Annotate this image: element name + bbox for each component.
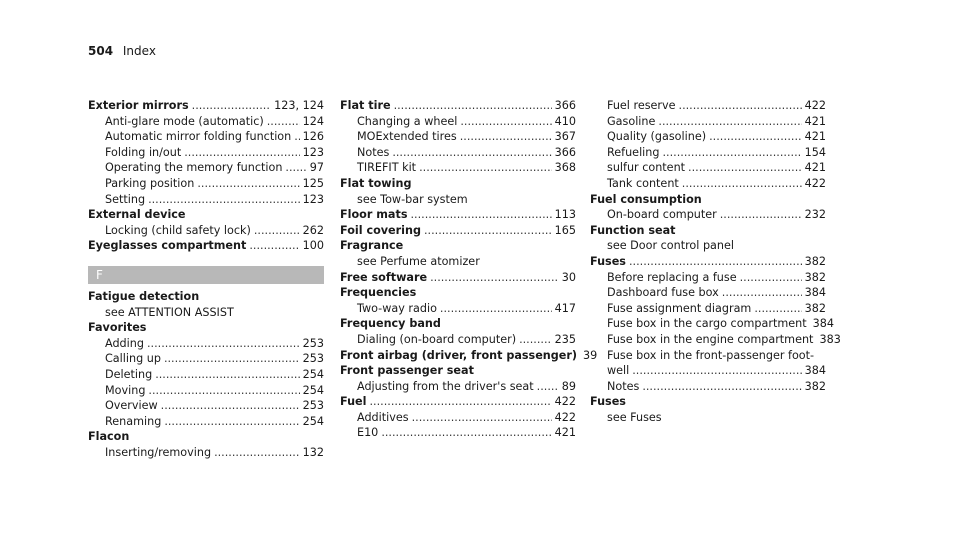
entry-label: E10 — [357, 426, 379, 440]
page-reference: 422 — [554, 395, 576, 409]
page-reference: 384 — [804, 364, 826, 378]
index-entry — [340, 98, 576, 114]
index-subentry — [88, 383, 324, 399]
page-reference: 382 — [804, 301, 826, 315]
entry-label: TIREFIT kit — [357, 161, 417, 175]
entry-label: Adding — [105, 336, 144, 350]
index-entry — [340, 270, 576, 286]
leader-dots — [722, 285, 802, 301]
index-heading: Frequencies — [340, 286, 417, 300]
entry-label: Dialing (on-board computer) — [357, 332, 517, 346]
entry-label: Calling up — [105, 352, 161, 366]
page-reference: 132 — [302, 445, 324, 459]
leader-dots — [214, 445, 300, 461]
leader-dots — [430, 270, 559, 286]
page-reference: 421 — [804, 114, 826, 128]
index-subentry — [88, 367, 324, 383]
page-reference: 366 — [554, 145, 576, 159]
index-entry — [340, 223, 576, 239]
entry-label: Folding in/out — [105, 145, 182, 159]
page-reference: 422 — [554, 410, 576, 424]
entry-label: Floor mats — [340, 208, 408, 222]
leader-dots — [720, 207, 802, 223]
index-subentry — [340, 145, 576, 161]
index-subentry — [88, 192, 324, 208]
entry-label: Operating the memory function — [105, 161, 283, 175]
index-subentry — [88, 176, 324, 192]
entry-label: Flat tire — [340, 99, 391, 112]
page-reference: 253 — [302, 399, 324, 413]
leader-dots — [155, 367, 299, 383]
index-see-reference: see Door control panel — [607, 239, 734, 253]
page-reference: 410 — [554, 114, 576, 128]
page-reference: 126 — [302, 130, 324, 144]
index-subentry — [590, 270, 826, 286]
leader-dots — [519, 332, 552, 348]
page-reference: 383 — [819, 332, 841, 346]
page-reference: 366 — [554, 99, 576, 112]
leader-dots — [658, 114, 801, 130]
entry-label: Eyeglasses compartment — [88, 239, 247, 253]
index-subentry — [590, 301, 826, 317]
leader-dots — [679, 98, 802, 114]
page-reference: 254 — [302, 383, 324, 397]
leader-dots — [642, 379, 801, 395]
page-reference: 254 — [302, 367, 324, 381]
index-see-reference: see Perfume atomizer — [357, 254, 480, 268]
leader-dots — [688, 160, 802, 176]
index-column-3 — [590, 98, 841, 425]
leader-dots — [410, 207, 551, 223]
index-see-reference: see Fuses — [607, 410, 662, 424]
index-entry — [340, 348, 598, 364]
page-reference: 253 — [302, 352, 324, 366]
entry-label: Parking position — [105, 176, 195, 190]
index-heading: Fatigue detection — [88, 289, 200, 303]
page-reference: 384 — [812, 317, 834, 331]
index-subentry — [340, 114, 576, 130]
index-heading: Flat towing — [340, 176, 412, 190]
leader-dots — [740, 270, 802, 286]
page-reference: 417 — [554, 301, 576, 315]
entry-label: On-board computer — [607, 208, 717, 222]
index-subentry — [340, 160, 576, 176]
entry-label: Fuel reserve — [607, 99, 676, 112]
entry-label: Tank content — [607, 176, 679, 190]
entry-label: Moving — [105, 383, 146, 397]
index-subentry — [88, 223, 324, 239]
entry-label: Deleting — [105, 367, 153, 381]
index-subentry — [88, 336, 324, 352]
leader-dots — [537, 379, 559, 395]
index-subentry — [88, 129, 324, 145]
leader-dots — [164, 414, 299, 430]
index-subentry — [590, 285, 826, 301]
index-heading: Function seat — [590, 223, 676, 237]
leader-dots — [369, 394, 551, 410]
entry-label: Adjusting from the driver's seat — [357, 379, 534, 393]
entry-label: Fuel — [340, 395, 367, 409]
entry-label: Fuses — [590, 254, 626, 268]
page-header — [88, 44, 156, 58]
leader-dots — [632, 363, 801, 379]
leader-dots — [394, 98, 552, 114]
entry-label: Overview — [105, 399, 158, 413]
entry-label: Before replacing a fuse — [607, 270, 737, 284]
entry-label: Inserting/removing — [105, 445, 212, 459]
page-reference: 165 — [554, 223, 576, 237]
index-subentry — [88, 445, 324, 461]
page-reference: 235 — [554, 332, 576, 346]
index-subentry — [590, 332, 841, 348]
page-reference: 123, 124 — [274, 99, 324, 112]
page-reference: 382 — [804, 254, 826, 268]
entry-label: Fuse assignment diagram — [607, 301, 752, 315]
entry-label: Additives — [357, 410, 409, 424]
page-reference: 254 — [302, 414, 324, 428]
leader-dots — [424, 223, 552, 239]
page-reference: 123 — [302, 145, 324, 159]
entry-label: Anti-glare mode (automatic) — [105, 114, 264, 128]
index-subentry — [590, 114, 826, 130]
entry-label: Dashboard fuse box — [607, 286, 719, 300]
index-subentry — [340, 410, 576, 426]
index-column-1 — [88, 98, 324, 460]
leader-dots — [254, 223, 300, 239]
leader-dots — [419, 160, 552, 176]
index-subentry — [340, 129, 576, 145]
index-subentry — [590, 160, 826, 176]
leader-dots — [412, 410, 552, 426]
entry-label: Fuse box in the cargo compartment — [607, 317, 807, 331]
leader-dots — [192, 98, 272, 114]
entry-label: Locking (child safety lock) — [105, 223, 251, 237]
page-reference: 368 — [554, 161, 576, 175]
leader-dots — [147, 336, 300, 352]
index-subentry — [590, 316, 834, 332]
entry-label: Exterior mirrors — [88, 99, 189, 112]
leader-dots — [148, 192, 300, 208]
page-reference: 89 — [561, 379, 576, 393]
entry-label: Gasoline — [607, 114, 656, 128]
leader-dots — [392, 145, 551, 161]
entry-label: Changing a wheel — [357, 114, 458, 128]
leader-dots — [164, 351, 300, 367]
leader-dots — [161, 398, 300, 414]
entry-label: MOExtended tires — [357, 130, 457, 144]
index-column-2 — [340, 98, 598, 441]
page-reference: 421 — [554, 426, 576, 440]
index-entry — [340, 207, 576, 223]
page-reference: 422 — [804, 176, 826, 190]
page-reference: 262 — [302, 223, 324, 237]
leader-dots — [267, 114, 300, 130]
index-heading: Fuses — [590, 395, 626, 409]
index-heading: Front passenger seat — [340, 364, 474, 378]
leader-dots — [682, 176, 802, 192]
page-reference: 232 — [804, 208, 826, 222]
section-title: Index — [122, 44, 156, 58]
page-reference: 421 — [804, 130, 826, 144]
entry-label: Setting — [105, 192, 146, 206]
entry-label: Front airbag (driver, front passenger) — [340, 348, 577, 362]
page-reference: 123 — [302, 192, 324, 206]
index-subentry — [88, 414, 324, 430]
page-reference: 384 — [804, 286, 826, 300]
index-entry — [88, 238, 324, 254]
index-subentry — [88, 114, 324, 130]
index-subentry — [340, 301, 576, 317]
page-reference: 154 — [804, 145, 826, 159]
page-reference: 124 — [302, 114, 324, 128]
index-subentry — [590, 145, 826, 161]
letter-section-bar: F — [88, 266, 324, 284]
index-subentry — [88, 160, 324, 176]
index-entry — [340, 394, 576, 410]
index-subentry — [590, 207, 826, 223]
index-heading: Favorites — [88, 321, 147, 335]
entry-label: Free software — [340, 270, 428, 284]
entry-label: Notes — [607, 379, 640, 393]
page-number: 504 — [88, 44, 114, 58]
index-subentry — [340, 332, 576, 348]
index-see-reference: see Tow-bar system — [357, 192, 468, 206]
entry-label: Refueling — [607, 145, 660, 159]
index-heading: Fuel consumption — [590, 192, 702, 206]
entry-label: Foil covering — [340, 223, 421, 237]
leader-dots — [709, 129, 802, 145]
index-subentry — [88, 145, 324, 161]
index-subentry — [590, 129, 826, 145]
page-reference: 125 — [302, 176, 324, 190]
leader-dots — [148, 383, 299, 399]
page-reference: 97 — [309, 161, 324, 175]
leader-dots — [629, 254, 802, 270]
leader-dots — [294, 129, 299, 145]
leader-dots — [249, 238, 299, 254]
index-heading: Flacon — [88, 430, 130, 444]
index-heading: Fragrance — [340, 239, 404, 253]
page-reference: 113 — [554, 208, 576, 222]
entry-label: Two-way radio — [357, 301, 437, 315]
leader-dots — [440, 301, 552, 317]
index-entry — [88, 98, 324, 114]
index-heading: External device — [88, 208, 186, 222]
entry-label: Fuse box in the engine compartment — [607, 332, 814, 346]
leader-dots — [285, 160, 306, 176]
index-see-reference: see ATTENTION ASSIST — [105, 305, 234, 319]
index-subentry — [340, 379, 576, 395]
page-reference: 382 — [804, 270, 826, 284]
leader-dots — [460, 114, 551, 130]
index-subentry — [88, 351, 324, 367]
index-subentry — [590, 379, 826, 395]
entry-label: Notes — [357, 145, 390, 159]
entry-label: Renaming — [105, 414, 162, 428]
page-reference: 39 — [583, 348, 598, 362]
page-reference: 422 — [804, 99, 826, 112]
page-reference: 367 — [554, 130, 576, 144]
index-subentry — [590, 98, 826, 114]
index-subentry — [340, 425, 576, 441]
index-subentry — [590, 176, 826, 192]
leader-dots — [460, 129, 552, 145]
page-reference: 100 — [302, 239, 324, 253]
index-subentry — [88, 398, 324, 414]
entry-label: Quality (gasoline) — [607, 130, 707, 144]
leader-dots — [184, 145, 299, 161]
leader-dots — [381, 425, 551, 441]
index-heading: Frequency band — [340, 317, 441, 331]
index-see-reference: Fuse box in the front-passenger foot- — [607, 348, 815, 362]
index-entry — [590, 254, 826, 270]
leader-dots — [754, 301, 801, 317]
page-reference: 421 — [804, 161, 826, 175]
index-subentry — [590, 363, 826, 379]
entry-label: well — [607, 364, 630, 378]
page-reference: 253 — [302, 336, 324, 350]
leader-dots — [662, 145, 801, 161]
leader-dots — [197, 176, 299, 192]
entry-label: Automatic mirror folding function — [105, 130, 292, 144]
page-reference: 30 — [561, 270, 576, 284]
page-reference: 382 — [804, 379, 826, 393]
entry-label: sulfur content — [607, 161, 686, 175]
